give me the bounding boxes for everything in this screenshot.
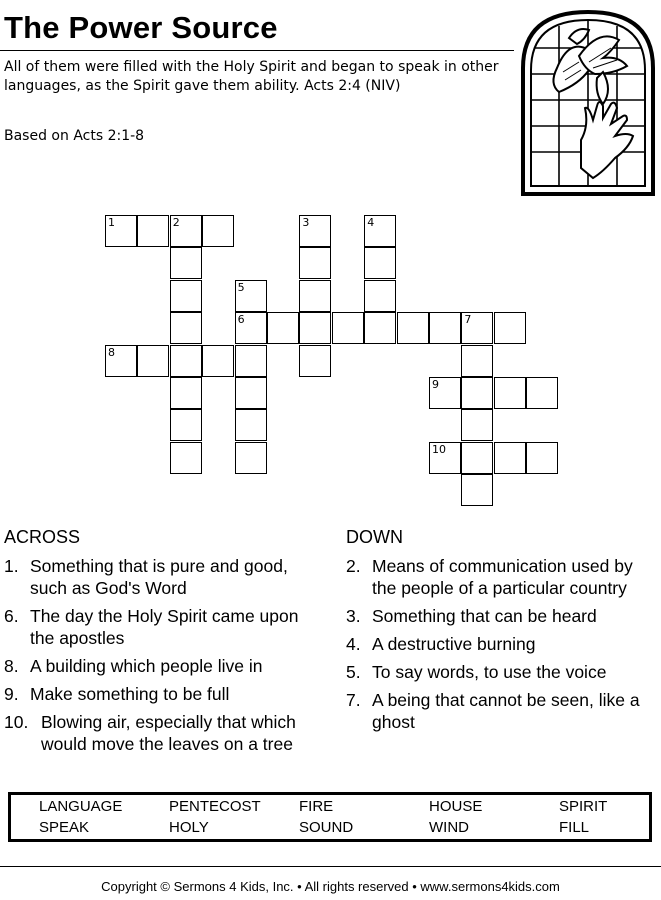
- clue-item: [346, 661, 658, 683]
- word-bank-item: FILL: [559, 819, 590, 836]
- crossword-cell[interactable]: [461, 377, 493, 409]
- word-bank-item: FIRE: [299, 798, 334, 815]
- crossword-cell[interactable]: [364, 312, 396, 344]
- crossword-cell[interactable]: [429, 312, 461, 344]
- clue-label: 7.: [346, 690, 361, 710]
- crossword-cell[interactable]: [364, 247, 396, 279]
- crossword-cell[interactable]: [105, 345, 137, 377]
- crossword-cell[interactable]: [494, 377, 526, 409]
- crossword-cell[interactable]: [364, 280, 396, 312]
- crossword-cell[interactable]: [235, 280, 267, 312]
- crossword-cell[interactable]: [105, 215, 137, 247]
- clue-item: [346, 605, 658, 627]
- crossword-cell[interactable]: [461, 312, 493, 344]
- crossword-cell[interactable]: [526, 377, 558, 409]
- crossword-cell[interactable]: [299, 215, 331, 247]
- down-heading: DOWN: [346, 527, 403, 547]
- word-bank: [8, 792, 652, 842]
- crossword-cell[interactable]: [235, 442, 267, 474]
- crossword-cell[interactable]: [170, 280, 202, 312]
- scripture-verse: All of them were filled with the Holy Spirit and began to speak in other languages, as the Spirit gave them ability. Acts 2:4 (NIV): [4, 59, 499, 94]
- word-bank-item: HOLY: [169, 819, 209, 836]
- clue-text: Blowing air, especially that which would move the leaves on a tree: [41, 712, 296, 754]
- crossword-cell[interactable]: [332, 312, 364, 344]
- crossword-cell[interactable]: [429, 442, 461, 474]
- crossword-cell[interactable]: [235, 345, 267, 377]
- crossword-cell[interactable]: [299, 280, 331, 312]
- crossword-cell[interactable]: [170, 377, 202, 409]
- scripture-reference: Based on Acts 2:1-8: [4, 128, 145, 144]
- crossword-cell[interactable]: [461, 474, 493, 506]
- crossword-cell[interactable]: [299, 247, 331, 279]
- clue-item: [346, 633, 658, 655]
- word-bank-item: SPEAK: [39, 819, 90, 836]
- clue-label: 9.: [4, 684, 19, 704]
- clue-number: 8: [108, 345, 115, 359]
- crossword-cell[interactable]: [494, 442, 526, 474]
- word-bank-item: SPIRIT: [559, 798, 608, 815]
- clue-number: 7: [464, 313, 472, 327]
- clue-text: To say words, to use the voice: [372, 662, 607, 682]
- crossword-cell[interactable]: [429, 377, 461, 409]
- clue-text: The day the Holy Spirit came upon the apostles: [30, 606, 299, 648]
- crossword-cell[interactable]: [397, 312, 429, 344]
- clue-item: [4, 655, 322, 677]
- crossword-cell[interactable]: [170, 409, 202, 441]
- crossword-cell[interactable]: [202, 215, 234, 247]
- crossword-cell[interactable]: [170, 312, 202, 344]
- clue-label: 2.: [346, 556, 361, 576]
- clue-label: 1.: [4, 556, 19, 576]
- clue-text: Something that can be heard: [372, 606, 597, 626]
- crossword-cell[interactable]: [235, 409, 267, 441]
- clue-text: A being that cannot be seen, like a ghost: [372, 690, 640, 732]
- crossword-cell[interactable]: [299, 312, 331, 344]
- down-clues: [346, 555, 658, 739]
- clue-text: Something that is pure and good, such as God's Word: [30, 556, 288, 598]
- crossword-cell[interactable]: [170, 442, 202, 474]
- clue-text: Make something to be full: [30, 684, 230, 704]
- crossword-cell[interactable]: [170, 247, 202, 279]
- clue-number: 3: [302, 216, 310, 229]
- clue-item: [4, 605, 322, 649]
- crossword-cell[interactable]: [267, 312, 299, 344]
- across-clues: [4, 555, 322, 761]
- page-title: The Power Source: [4, 10, 278, 45]
- crossword-cell[interactable]: [299, 345, 331, 377]
- clue-number: 5: [237, 280, 245, 294]
- clue-number: 10: [432, 442, 446, 456]
- clue-label: 3.: [346, 606, 361, 626]
- crossword-cell[interactable]: [364, 215, 396, 247]
- crossword-cell[interactable]: [235, 312, 267, 344]
- clue-item: [4, 711, 322, 755]
- crossword-cell[interactable]: [170, 345, 202, 377]
- clue-number: 9: [432, 378, 439, 391]
- clue-label: 4.: [346, 634, 361, 654]
- crossword-cell[interactable]: [202, 345, 234, 377]
- copyright-footer: Copyright © Sermons 4 Kids, Inc. • All rights reserved • www.sermons4kids.com: [101, 879, 560, 894]
- crossword-cell[interactable]: [494, 312, 526, 344]
- word-bank-item: SOUND: [299, 819, 354, 836]
- clue-label: 6.: [4, 606, 19, 626]
- clue-label: 5.: [346, 662, 361, 682]
- word-bank-item: PENTECOST: [169, 798, 261, 815]
- clue-label: 8.: [4, 656, 19, 676]
- clue-number: 2: [172, 216, 180, 229]
- clue-item: [346, 555, 658, 599]
- word-bank-item: WIND: [429, 819, 469, 836]
- clue-label: 10.: [4, 712, 29, 732]
- clue-number: 4: [367, 216, 375, 229]
- crossword-cell[interactable]: [137, 345, 169, 377]
- word-bank-item: HOUSE: [429, 798, 483, 815]
- crossword-cell[interactable]: [461, 442, 493, 474]
- clue-text: A building which people live in: [30, 656, 263, 676]
- clue-item: [4, 555, 322, 599]
- clue-item: [4, 683, 322, 705]
- clue-number: 6: [237, 313, 245, 327]
- crossword-cell[interactable]: [461, 409, 493, 441]
- clue-number: 1: [108, 216, 115, 229]
- crossword-cell[interactable]: [170, 215, 202, 247]
- footer-divider: [0, 866, 661, 867]
- clue-text: A destructive burning: [372, 634, 536, 654]
- crossword-cell[interactable]: [526, 442, 558, 474]
- word-bank-item: LANGUAGE: [39, 798, 123, 815]
- crossword-cell[interactable]: [137, 215, 169, 247]
- crossword-cell[interactable]: [235, 377, 267, 409]
- clue-item: [346, 689, 658, 733]
- across-heading: ACROSS: [4, 527, 81, 547]
- crossword-cell[interactable]: [461, 345, 493, 377]
- clue-text: Means of communication used by the people of a particular country: [372, 556, 633, 598]
